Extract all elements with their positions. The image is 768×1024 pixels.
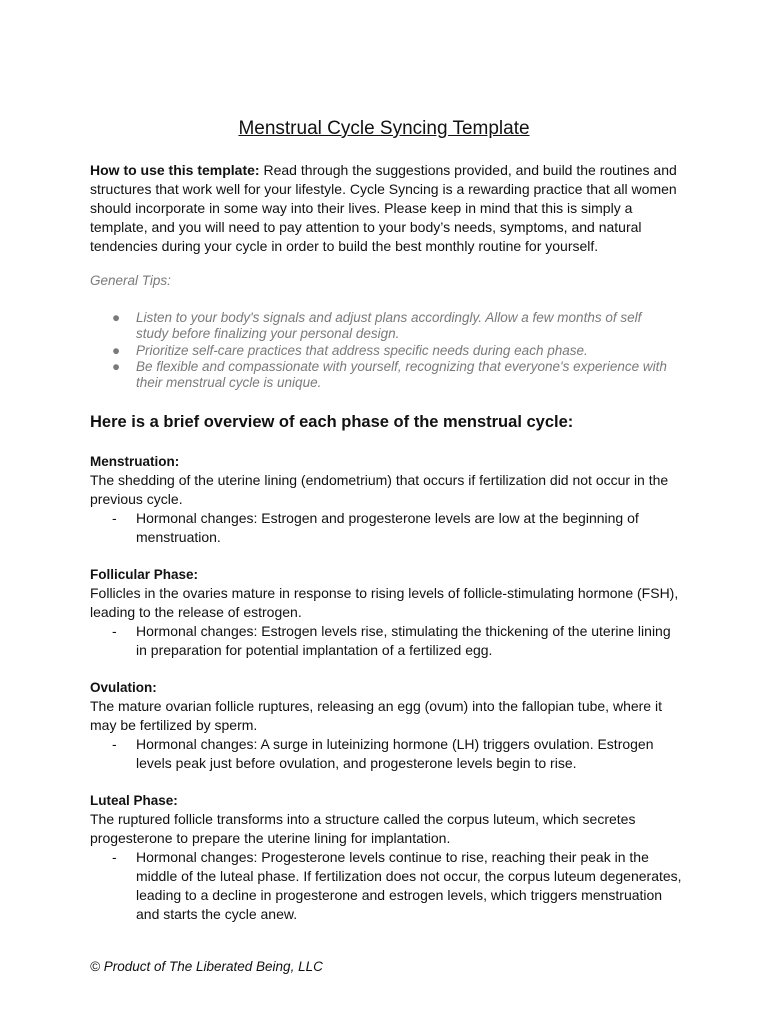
phase-hormonal-changes [90, 848, 682, 924]
tip-text: Prioritize self-care practices that address specific needs during each phase. [136, 342, 588, 358]
phase-ovulation [90, 678, 682, 773]
phase-description: The mature ovarian follicle ruptures, releasing an egg (ovum) into the fallopian tube, where it may be fertilized by sperm. [90, 698, 662, 733]
bullet-icon: ● [112, 358, 121, 374]
tip-item [90, 343, 675, 359]
dash-marker: - [112, 849, 117, 865]
tip-item [90, 310, 675, 343]
intro-text: Read through the suggestions provided, and build the routines and structures that work well for your lifestyle. Cycle Syncing is a rewarding practice that all women should incorporate in some way into their lives. Please keep in mind that this is simply a template, and you will need to pay attention to your body’s needs, symptoms, and natural tendencies during your cycle in order to build the best monthly routine for yourself. [90, 162, 677, 254]
document-title: Menstrual Cycle Syncing Template [238, 118, 530, 139]
dash-marker: - [112, 510, 117, 526]
phase-description: The ruptured follicle transforms into a structure called the corpus luteum, which secretes progesterone to prepare the uterine lining for implantation. [90, 811, 636, 846]
bullet-icon: ● [112, 310, 121, 325]
phase-title: Follicular Phase: [90, 567, 199, 582]
phase-title: Ovulation: [90, 680, 157, 695]
hormonal-text: Hormonal changes: Estrogen and progesterone levels are low at the beginning of menstruation. [136, 510, 639, 545]
phase-hormonal-changes [90, 735, 682, 773]
dash-marker: - [112, 623, 117, 639]
copyright-footer: © Product of The Liberated Being, LLC [90, 959, 323, 974]
general-tips-heading: General Tips: [90, 273, 171, 288]
phase-follicular [90, 565, 682, 660]
intro-label: How to use this template: [90, 162, 260, 178]
phase-description: The shedding of the uterine lining (endometrium) that occurs if fertilization did not occur in the previous cycle. [90, 472, 669, 507]
bullet-icon: ● [112, 342, 121, 358]
overview-heading: Here is a brief overview of each phase of the menstrual cycle: [90, 413, 574, 431]
phase-title: Luteal Phase: [90, 793, 178, 808]
phase-description: Follicles in the ovaries mature in response to rising levels of follicle-stimulating hormone (FSH), leading to the release of estrogen. [90, 585, 679, 620]
phase-hormonal-changes [90, 509, 682, 547]
phase-luteal [90, 791, 682, 924]
tip-text: Be flexible and compassionate with yourself, recognizing that everyone's experience with their menstrual cycle is unique. [136, 358, 667, 391]
dash-marker: - [112, 736, 117, 752]
hormonal-text: Hormonal changes: Estrogen levels rise, stimulating the thickening of the uterine lining in preparation for potential implantation of a fertilized egg. [136, 623, 671, 658]
phase-title: Menstruation: [90, 454, 180, 469]
intro-paragraph [90, 161, 680, 256]
phase-hormonal-changes [90, 622, 682, 660]
phase-menstruation [90, 452, 682, 547]
hormonal-text: Hormonal changes: A surge in luteinizing hormone (LH) triggers ovulation. Estrogen levels peak just before ovulation, and progesterone levels begin to rise. [136, 736, 654, 771]
tip-item [90, 359, 675, 392]
tip-text: Listen to your body's signals and adjust plans accordingly. Allow a few months of self study before finalizing your personal design. [136, 310, 642, 342]
general-tips-list [90, 310, 675, 391]
hormonal-text: Hormonal changes: Progesterone levels continue to rise, reaching their peak in the middle of the luteal phase. If fertilization does not occur, the corpus luteum degenerates, leading to a decline in progesterone and estrogen levels, which triggers menstruation and starts the cycle anew. [136, 849, 682, 922]
